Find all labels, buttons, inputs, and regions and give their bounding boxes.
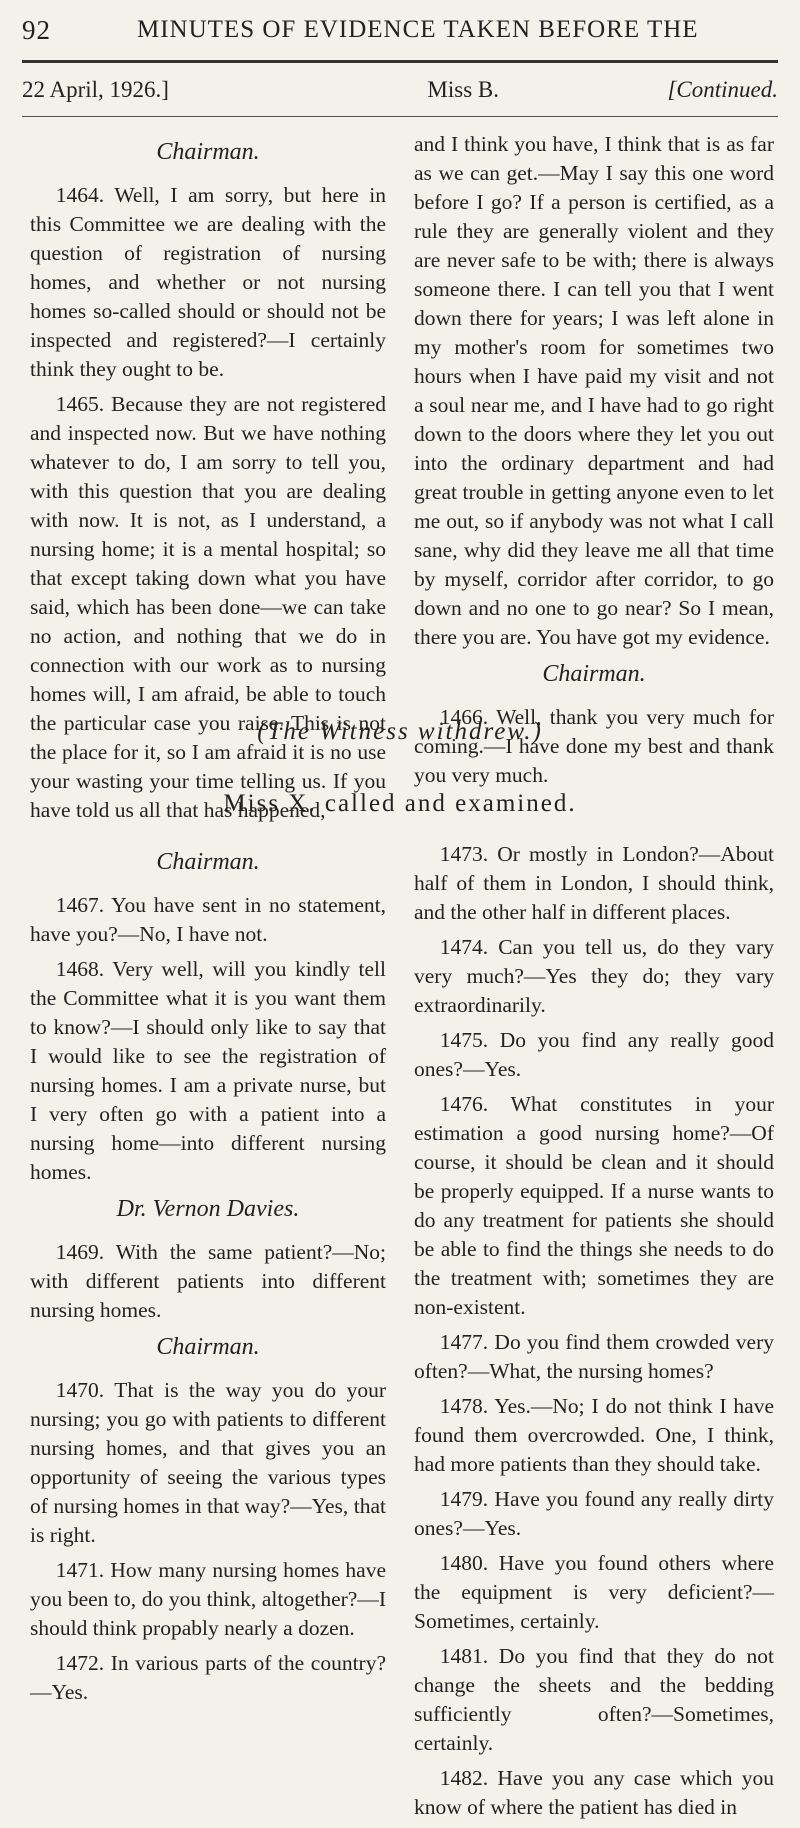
paragraph: and I think you have, I think that is as far as we can get.—May I say this one word before I go? If a person is certified, as a rule they are generally violent and they are never safe to be with; there is always someone there. I can tell you that I went down there for years; I was left alone in my mother's room for sometimes two hours when I have paid my visit and not a soul near me, and I have had to go right down to the doors where they let you out into the ordinary department and had great trouble in getting anyone even to let me out, so if anybody was not what I call sane, why did they leave me all that time by myself, corridor after corridor, to go down and no one to go near? So I mean, there you are. You have got my evidence. <box>414 132 774 649</box>
paragraph: 1477. Do you find them crowded very often?—What, the nursing homes? <box>414 1330 774 1383</box>
witness-name: Miss B. <box>427 77 499 102</box>
section1-right-column <box>414 130 774 796</box>
speaker-label: Chairman. <box>542 661 646 687</box>
running-head <box>22 10 778 50</box>
paragraph: 1472. In various parts of the country?—Yes. <box>30 1651 386 1704</box>
paragraph: 1467. You have sent in no statement, have you?—No, I have not. <box>30 893 386 946</box>
section2-right-column <box>414 840 774 1828</box>
session-date: 22 April, 1926.] <box>22 77 169 102</box>
paragraph: 1482. Have you any case which you know of where the patient has died in <box>414 1766 774 1819</box>
paragraph: 1465. Because they are not registered and inspected now. But we have nothing whatever to do, I am sorry to tell you, with this question that you are dealing with now. It is not, as I understand, a nursing home; it is a mental hospital; so that except taking down what you have said, which has been done—we can take no action, and nothing that we do in connection with our work as to nursing homes will, I am afraid, be able to touch the particular case you raise. This is not the place for it, so I am afraid it is no use your wasting your time telling us. If you have told us all that has happened, <box>30 392 386 822</box>
speaker-label: Dr. Vernon Davies. <box>116 1196 300 1222</box>
paragraph: 1473. Or mostly in London?—About half of them in London, I should think, and the other half in different places. <box>414 842 774 924</box>
paragraph: 1471. How many nursing homes have you been to, do you think, altogether?—I should think propably nearly a dozen. <box>30 1558 386 1640</box>
paragraph: 1475. Do you find any really good ones?—Yes. <box>414 1028 774 1081</box>
paragraph: 1478. Yes.—No; I do not think I have found them overcrowded. One, I think, had more patients than they should take. <box>414 1394 774 1476</box>
paragraph: 1466. Well, thank you very much for coming.—I have done my best and thank you very much. <box>414 705 774 787</box>
paragraph: 1479. Have you found any really dirty ones?—Yes. <box>414 1487 774 1540</box>
subhead <box>22 70 778 110</box>
paragraph: 1468. Very well, will you kindly tell the Committee what it is you want them to know?—I should only like to say that I would like to see the registration of nursing homes. I am a private nurse, but I very often go with a patient into a nursing home—into different nursing homes. <box>30 957 386 1184</box>
witness-called: Miss X. called and examined. <box>223 790 577 817</box>
paragraph: 1476. What constitutes in your estimation a good nursing home?—Of course, it should be clean and it should be properly equipped. If a nurse wants to do any treatment for patients she should be able to find the things she needs to do the treatment with; sometimes they are non-existent. <box>414 1092 774 1319</box>
paragraph: 1464. Well, I am sorry, but here in this Committee we are dealing with the question of registration of nursing homes, and whether or not nursing homes so-called should or should not be inspected and registered?—I certainly think they ought to be. <box>30 183 386 381</box>
paragraph: 1474. Can you tell us, do they vary very much?—Yes they do; they vary extraordinarily. <box>414 935 774 1017</box>
header-rule <box>22 60 778 63</box>
paragraph: 1470. That is the way you do your nursing; you go with patients to different nursing homes, and that gives you an opportunity of seeing the various types of nursing homes in that way?—Yes, that is right. <box>30 1378 386 1547</box>
section2-left-column <box>30 840 386 1713</box>
subhead-rule <box>22 116 778 117</box>
paragraph: 1469. With the same patient?—No; with different patients into different nursing homes. <box>30 1240 386 1322</box>
paragraph: 1481. Do you find that they do not change the sheets and the bedding sufficiently often?—Sometimes, certainly. <box>414 1644 774 1755</box>
running-title: MINUTES OF EVIDENCE TAKEN BEFORE THE <box>137 16 699 43</box>
speaker-label: Chairman. <box>156 139 260 165</box>
continued-label: [Continued. <box>667 77 778 102</box>
page-number: 92 <box>22 14 51 45</box>
witness-withdrew: (The Witness withdrew.) <box>257 718 543 745</box>
paragraph: 1480. Have you found others where the equipment is very deficient?—Sometimes, certainly. <box>414 1551 774 1633</box>
speaker-label: Chairman. <box>156 1334 260 1360</box>
speaker-label: Chairman. <box>156 849 260 875</box>
